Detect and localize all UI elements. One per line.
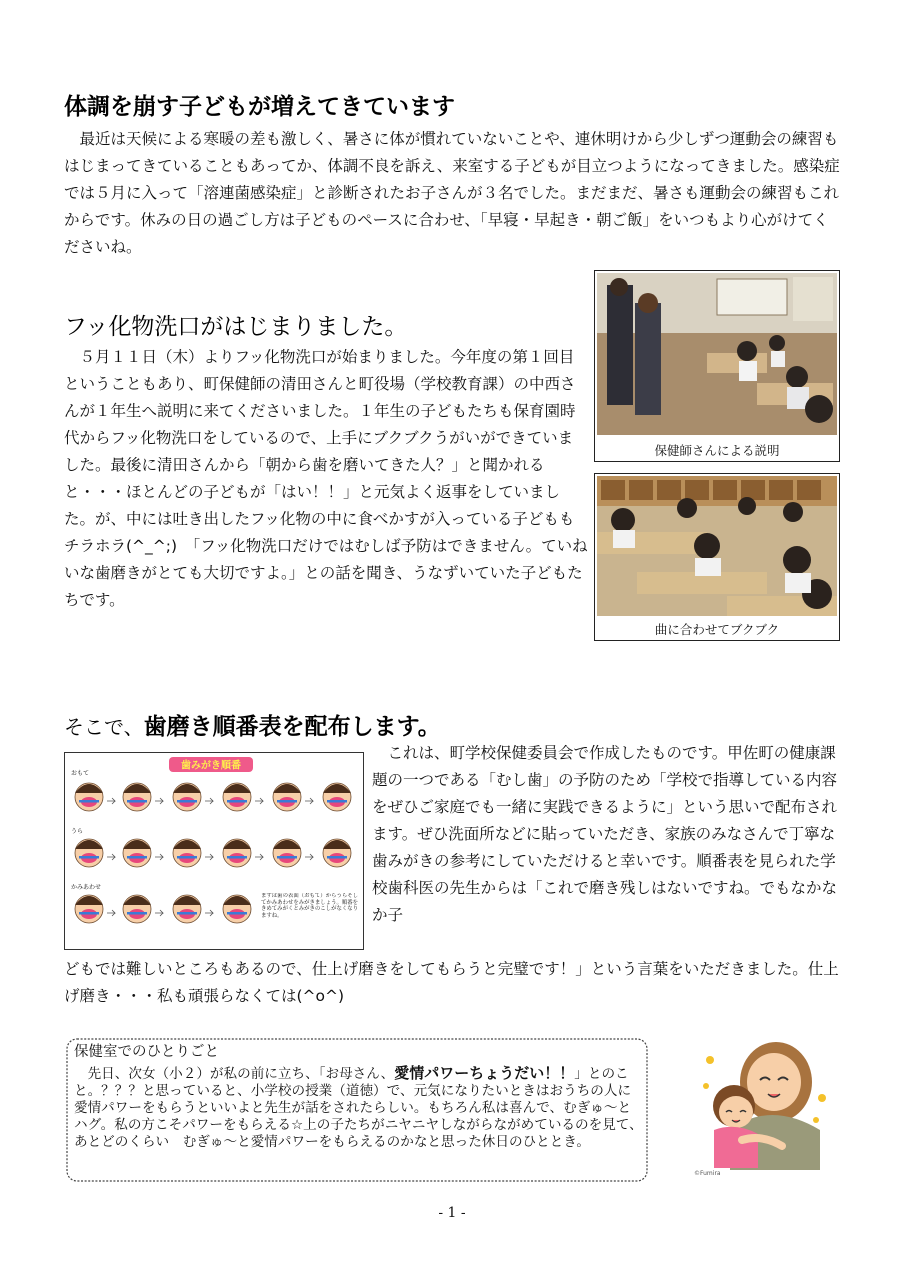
heading-brushing-chart	[64, 708, 441, 741]
nurse-monologue-box	[64, 1036, 650, 1184]
step-arrow	[107, 798, 115, 804]
brushing-step-face	[173, 895, 201, 923]
paragraph-fluoride: ５月１１日（木）よりフッ化物洗口が始まりました。今年度の第１回目ということもあり、町保健師の清田さんと町役場（学校教育課）の中西さんが１年生へ説明に来てくださいました。１年生の子どもたちも保育園時代からフッ化物洗口をしているので、上手にブクブクうがいができていました。最後に清田さんから「朝から歯を磨いてきた人？」と聞かれると・・・ほとんどの子どもが「はい！！」と元気よく返事をしていました。が、中には吐き出したフッ化物の中に食べかすが入っている子どももチラホラ(^_^;) 「フッ化物洗口だけではむしば予防はできません。ていねいな歯磨きがとても大切ですよ。」との話を聞き、うなずいていた子どもたちです。	[64, 348, 588, 609]
brushing-step-face	[323, 839, 351, 867]
mother-daughter-illustration	[690, 1020, 840, 1180]
step-arrow	[205, 854, 213, 860]
heading-illness: 体調を崩す子どもが増えてきています	[64, 94, 455, 120]
photo-nurse-explanation	[594, 270, 840, 462]
step-arrow	[205, 910, 213, 916]
step-arrow	[107, 854, 115, 860]
classroom-photo-1	[597, 273, 837, 435]
chart-title: 歯みがき順番	[181, 760, 241, 772]
step-arrow	[155, 854, 163, 860]
brushing-step-face	[75, 839, 103, 867]
brushing-step-face	[273, 839, 301, 867]
brushing-step-face	[173, 783, 201, 811]
page-number: - 1 -	[438, 1205, 466, 1221]
step-arrow	[305, 798, 313, 804]
step-arrow	[255, 854, 263, 860]
brushing-step-face	[75, 895, 103, 923]
chart-label-back: うら	[71, 828, 84, 835]
classroom-photo-2	[597, 476, 837, 616]
brushing-step-face	[323, 783, 351, 811]
step-arrow	[155, 798, 163, 804]
brushing-step-face	[273, 783, 301, 811]
brushing-step-face	[123, 783, 151, 811]
note-title: 保健室でのひとりごと	[74, 1044, 219, 1060]
brushing-step-face	[123, 839, 151, 867]
heading-main: 歯磨き順番表を配布します。	[143, 714, 441, 740]
step-arrow	[255, 798, 263, 804]
chart-note: まずは歯の表面（おもて）からうらそしてかみあわせをみがきましょう。順番をきめてみがくとみがきのこしがなくなりますね。	[261, 893, 359, 919]
illustration-credit: ©Fumira	[694, 1170, 721, 1177]
brushing-step-face	[223, 895, 251, 923]
brushing-order-chart	[64, 752, 364, 950]
step-arrow	[305, 854, 313, 860]
photo-rinsing	[594, 473, 840, 641]
heading-prefix: そこで、	[64, 715, 144, 739]
brushing-step-face	[75, 783, 103, 811]
chart-label-front: おもて	[71, 770, 90, 777]
note-body-before: 先日、次女（小２）が私の前に立ち、「お母さん、	[74, 1066, 395, 1082]
note-body-bold: 愛情パワーちょうだい！！	[394, 1064, 575, 1082]
photo-caption-1: 保健師さんによる説明	[654, 443, 780, 458]
brushing-step-face	[173, 839, 201, 867]
brushing-step-face	[223, 783, 251, 811]
paragraph-illness: 最近は天候による寒暖の差も激しく、暑さに体が慣れていないことや、連休明けから少しずつ運動会の練習もはじまってきていることもあってか、体調不良を訴え、来室する子どもが目立つようになってきました。感染症では５月に入って「溶連菌感染症」と診断されたお子さんが３名でした。まだまだ、暑さも運動会の練習もこれからです。休みの日の過ごし方は子どものペースに合わせ、「早寝・早起き・朝ご飯」をいつもより心がけてくださいね。	[64, 130, 840, 256]
brushing-chart-figure	[65, 753, 363, 949]
note-body-after: 」とのこと。？？？と思っていると、小学校の授業（道徳）で、元気になりたいときはおうちの人に愛情パワーをもらうといいよと先生が話をされたらしい。もちろん私は喜んで、むぎゅ～とハグ。私の方こそパワーをもらえる☆上の子たちがニヤニヤしながらながめているのを見て、あとどのくらい むぎゅ～と愛情パワーをもらえるのかなと思った休日のひととき。	[74, 1066, 643, 1150]
paragraph-brushing-right: これは、町学校保健委員会で作成したものです。甲佐町の健康課題の一つである「むし歯」の予防のため「学校で指導している内容をぜひご家庭でも一緒に実践できるように」という思いで配布されます。ぜひ洗面所などに貼っていただき、家族のみなさんで丁寧な歯みがきの参考にしていただけると幸いです。順番表を見られた学校歯科医の先生からは「これで磨き残しはないですね。でもなかなか子	[372, 744, 838, 924]
chart-label-bite: かみあわせ	[71, 884, 102, 891]
brushing-step-face	[123, 895, 151, 923]
step-arrow	[155, 910, 163, 916]
heading-fluoride: フッ化物洗口がはじまりました。	[64, 314, 408, 340]
step-arrow	[107, 910, 115, 916]
photo-caption-2: 曲に合わせてブクブク	[654, 622, 780, 637]
paragraph-brushing-full: どもでは難しいところもあるので、仕上げ磨きをしてもらうと完璧です！」という言葉をいただきました。仕上げ磨き・・・私も頑張らなくては(^o^)	[64, 960, 839, 1005]
brushing-step-face	[223, 839, 251, 867]
step-arrow	[205, 798, 213, 804]
hug-illustration	[690, 1020, 840, 1180]
